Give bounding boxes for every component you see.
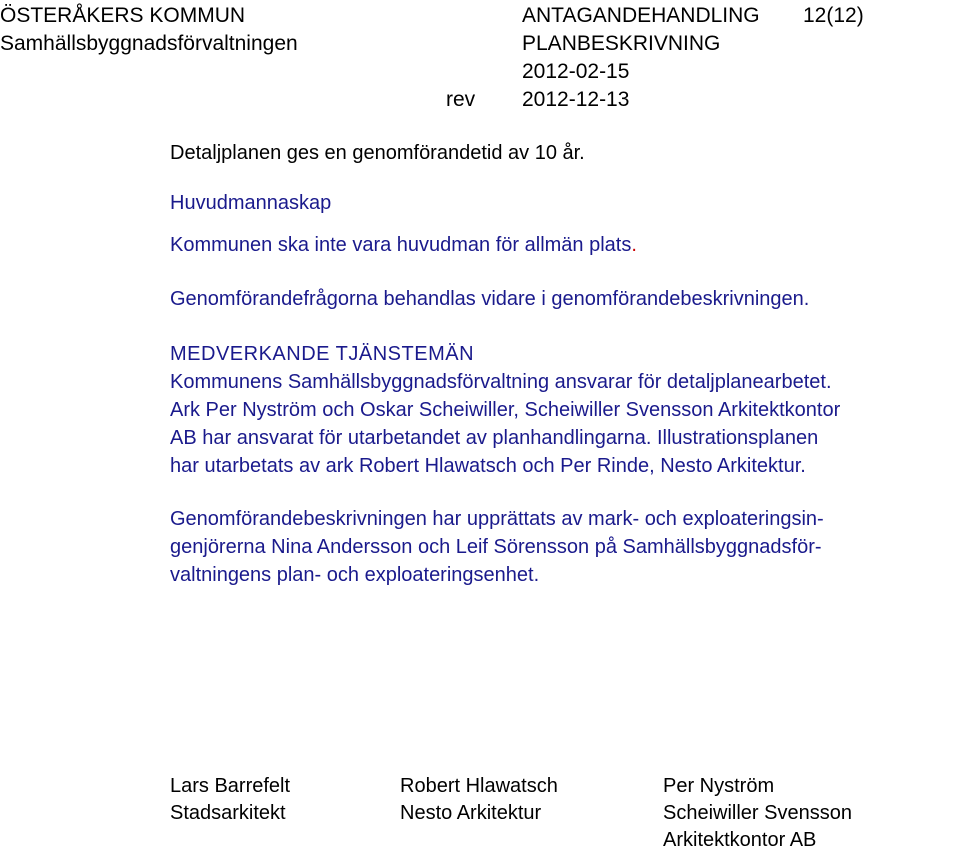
signature-block-2	[400, 773, 558, 827]
staff-line: Ark Per Nyström och Oskar Scheiwiller, Scheiwiller Svensson Arkitektkontor	[170, 399, 841, 421]
signature-name: Per Nyström	[663, 775, 775, 797]
signature-block-1	[170, 773, 290, 827]
impl-desc-line: genjörerna Nina Andersson och Leif Sörensson på Samhällsbyggnadsför-	[170, 536, 822, 558]
staff-heading: MEDVERKANDE TJÄNSTEMÄN	[170, 343, 475, 365]
revision-date: 2012-12-13	[522, 88, 630, 111]
staff-line: Kommunens Samhällsbyggnadsförvaltning ansvarar för detaljplanearbetet.	[170, 371, 832, 393]
signature-title: Nesto Arkitektur	[400, 802, 542, 824]
signature-title: Scheiwiller Svensson	[663, 802, 852, 824]
document-date: 2012-02-15	[522, 60, 630, 83]
impl-desc-paragraph	[170, 505, 950, 589]
org-name: ÖSTERÅKERS KOMMUN	[0, 4, 246, 27]
document-type: ANTAGANDEHANDLING	[522, 4, 760, 27]
document-title: PLANBESKRIVNING	[522, 32, 721, 55]
mandate-heading: Huvudmannaskap	[170, 192, 332, 214]
staff-line: AB har ansvarat för utarbetandet av planhandlingarna. Illustrationsplanen	[170, 427, 819, 449]
implementation-time: Detaljplanen ges en genomförandetid av 10 år.	[170, 142, 585, 164]
staff-line: har utarbetats av ark Robert Hlawatsch och Per Rinde, Nesto Arkitektur.	[170, 455, 806, 477]
signature-block-3	[663, 773, 852, 854]
department-name: Samhällsbyggnadsförvaltningen	[0, 32, 298, 55]
revision-label: rev	[446, 88, 476, 111]
page-number: 12(12)	[803, 4, 864, 27]
mandate-text-period: .	[631, 234, 637, 256]
staff-paragraph	[170, 368, 950, 480]
mandate-text	[170, 231, 637, 259]
mandate-text-body: Kommunen ska inte vara huvudman för allmän plats	[170, 234, 632, 256]
signature-title: Arkitektkontor AB	[663, 829, 817, 851]
impl-desc-line: valtningens plan- och exploateringsenhet.	[170, 564, 540, 586]
impl-desc-line: Genomförandebeskrivningen har upprättats av mark- och exploateringsin-	[170, 508, 824, 530]
signature-name: Robert Hlawatsch	[400, 775, 558, 797]
signature-name: Lars Barrefelt	[170, 775, 291, 797]
implementation-note: Genomförandefrågorna behandlas vidare i genomförandebeskrivningen.	[170, 288, 810, 310]
signature-title: Stadsarkitekt	[170, 802, 286, 824]
